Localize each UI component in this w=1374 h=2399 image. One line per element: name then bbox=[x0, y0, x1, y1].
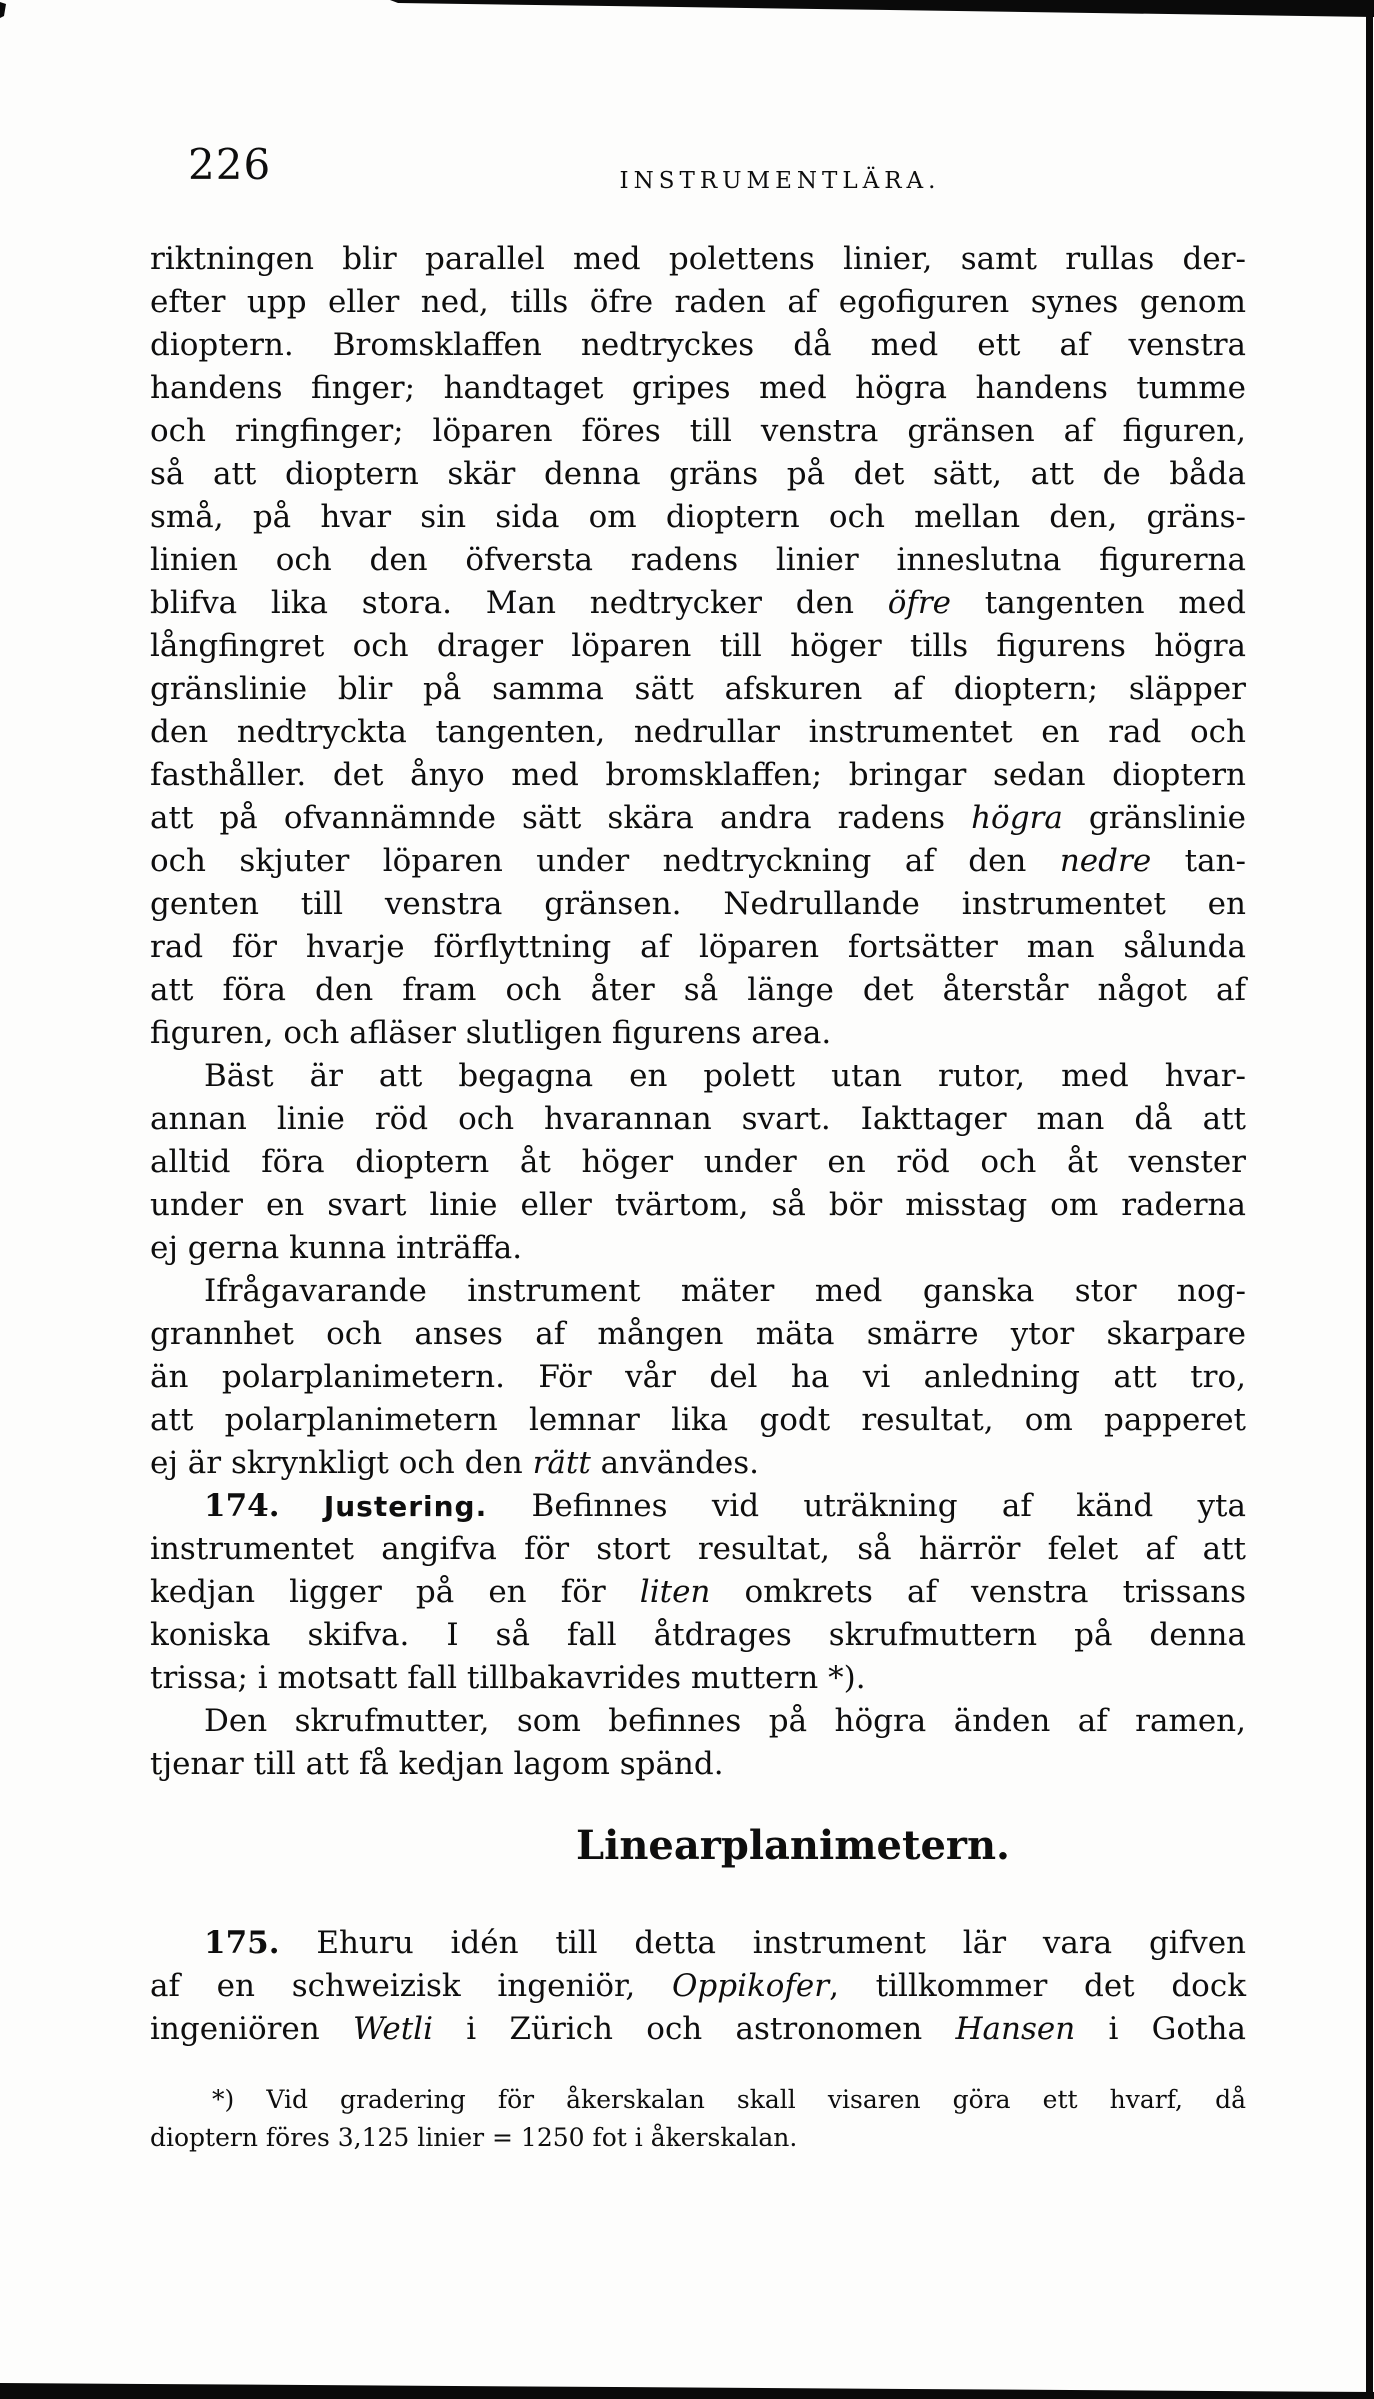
text: att polarplanimetern lemnar lika godt resultat, om papperet bbox=[150, 1402, 1246, 1438]
italic-text: Oppikofer bbox=[671, 1968, 830, 2004]
text: genten till venstra gränsen. Nedrullande instrumentet en bbox=[150, 886, 1246, 922]
text: af en schweizisk ingeniör, bbox=[150, 1968, 672, 2004]
text-line bbox=[150, 1485, 1246, 1528]
text-line bbox=[150, 281, 1246, 324]
text: än polarplanimetern. För vår del ha vi anledning att tro, bbox=[150, 1359, 1246, 1395]
text: i Gotha bbox=[1075, 2011, 1246, 2047]
text: Den skrufmutter, som befinnes på högra änden af ramen, bbox=[204, 1703, 1246, 1739]
text: figuren, och afläser slutligen figurens area. bbox=[150, 1015, 832, 1051]
text-line bbox=[150, 1965, 1246, 2008]
text: dioptern föres 3,125 linier = 1250 fot i åkerskalan. bbox=[150, 2123, 798, 2152]
text-line bbox=[150, 1184, 1246, 1227]
page-text bbox=[150, 238, 1246, 2157]
text-line bbox=[150, 883, 1246, 926]
running-head: INSTRUMENTLÄRA. bbox=[619, 168, 941, 194]
text: den nedtryckta tangenten, nedrullar instrumentet en rad och bbox=[150, 714, 1246, 750]
text: gränslinie blir på samma sätt afskuren af dioptern; släpper bbox=[150, 671, 1246, 707]
text: kedjan ligger på en för bbox=[150, 1574, 640, 1610]
italic-text: Hansen bbox=[955, 2011, 1076, 2047]
text-line bbox=[150, 582, 1246, 625]
text-line bbox=[150, 1098, 1246, 1141]
paragraph bbox=[150, 1270, 1246, 1485]
text-line bbox=[150, 1700, 1246, 1743]
text-line bbox=[150, 1571, 1246, 1614]
text-line bbox=[150, 1055, 1246, 1098]
text: tangenten med bbox=[951, 585, 1246, 621]
text-line bbox=[150, 1227, 1246, 1270]
text: grannhet och anses af mången mäta smärre ytor skarpare bbox=[150, 1316, 1246, 1352]
text-line bbox=[150, 1141, 1246, 1184]
text-line bbox=[150, 238, 1246, 281]
text-line bbox=[150, 1356, 1246, 1399]
text: Bäst är att begagna en polett utan rutor, med hvar- bbox=[204, 1058, 1246, 1094]
scan-top-edge bbox=[390, 0, 1374, 17]
text-line bbox=[150, 711, 1246, 754]
italic-text: liten bbox=[639, 1574, 711, 1610]
text: linien och den öfversta radens linier inneslutna figurerna bbox=[150, 542, 1246, 578]
text: tjenar till att få kedjan lagom spänd. bbox=[150, 1746, 724, 1782]
text: rad för hvarje förflyttning af löparen fortsätter man sålunda bbox=[150, 929, 1246, 965]
text-line bbox=[150, 1614, 1246, 1657]
italic-text: högra bbox=[971, 800, 1063, 836]
text: små, på hvar sin sida om dioptern och mellan den, gräns- bbox=[150, 499, 1246, 535]
text-line bbox=[150, 1399, 1246, 1442]
text: och ringfinger; löparen föres till venstra gränsen af figuren, bbox=[150, 413, 1246, 449]
text-line bbox=[150, 410, 1246, 453]
text: användes. bbox=[590, 1445, 760, 1481]
text-line bbox=[150, 496, 1246, 539]
text: blifva lika stora. Man nedtrycker den bbox=[150, 585, 888, 621]
text-line bbox=[150, 1657, 1246, 1700]
text-line bbox=[150, 1313, 1246, 1356]
text: tan- bbox=[1151, 843, 1246, 879]
text: riktningen blir parallel med polettens linier, samt rullas der- bbox=[150, 241, 1246, 277]
text: koniska skifva. I så fall åtdrages skrufmuttern på denna bbox=[150, 1617, 1246, 1653]
text-line bbox=[150, 539, 1246, 582]
text-line bbox=[150, 625, 1246, 668]
text-line bbox=[150, 1922, 1246, 1965]
text: långfingret och drager löparen till höger tills figurens högra bbox=[150, 628, 1246, 664]
text: efter upp eller ned, tills öfre raden af egofiguren synes genom bbox=[150, 284, 1246, 320]
bold-text: 175. bbox=[204, 1925, 280, 1961]
paragraph bbox=[150, 1055, 1246, 1270]
text: omkrets af venstra trissans bbox=[710, 1574, 1246, 1610]
text-line bbox=[150, 2119, 1246, 2157]
text: att på ofvannämnde sätt skära andra radens bbox=[150, 800, 972, 836]
text: fasthåller. det ånyo med bromsklaffen; bringar sedan dioptern bbox=[150, 757, 1246, 793]
text: handens finger; handtaget gripes med högra handens tumme bbox=[150, 370, 1246, 406]
paragraph bbox=[150, 1922, 1246, 2051]
text: att föra den fram och åter så länge det återstår något af bbox=[150, 972, 1246, 1008]
text-line bbox=[150, 2008, 1246, 2051]
paragraph bbox=[150, 1485, 1246, 1700]
text-line bbox=[150, 969, 1246, 1012]
text: Befinnes vid uträkning af känd yta bbox=[487, 1488, 1246, 1524]
text-line bbox=[150, 1270, 1246, 1313]
text: Ifrågavarande instrument mäter med ganska stor nog- bbox=[204, 1273, 1246, 1309]
bold-text: 174. bbox=[204, 1488, 280, 1524]
text-line bbox=[150, 1442, 1246, 1485]
text-line bbox=[150, 840, 1246, 883]
text-line bbox=[150, 1012, 1246, 1055]
scan-left-speck bbox=[0, 2, 6, 18]
italic-text: rätt bbox=[532, 1445, 591, 1481]
text-line bbox=[150, 668, 1246, 711]
text: ej gerna kunna inträffa. bbox=[150, 1230, 523, 1266]
text: gränslinie bbox=[1062, 800, 1246, 836]
section-heading: Linearplanimetern. bbox=[576, 1822, 1010, 1869]
text: ingeniören bbox=[150, 2011, 354, 2047]
text-line bbox=[150, 367, 1246, 410]
text bbox=[280, 1488, 324, 1524]
scan-bottom-edge bbox=[0, 2383, 1374, 2399]
text: Ehuru idén till detta instrument lär vara gifven bbox=[279, 1925, 1246, 1961]
text: under en svart linie eller tvärtom, så bör misstag om raderna bbox=[150, 1187, 1246, 1223]
italic-text: öfre bbox=[887, 585, 952, 621]
scan-right-edge bbox=[1366, 12, 1373, 2399]
text: annan linie röd och hvarannan svart. Iakttager man då att bbox=[150, 1101, 1246, 1137]
footnote bbox=[150, 2081, 1246, 2157]
text-line bbox=[150, 1743, 1246, 1786]
text: *) Vid gradering för åkerskalan skall visaren göra ett hvarf, då bbox=[212, 2085, 1246, 2114]
text: alltid föra dioptern åt höger under en röd och åt venster bbox=[150, 1144, 1246, 1180]
bold-text: Justering. bbox=[323, 1490, 488, 1523]
text-line bbox=[150, 453, 1246, 496]
text: dioptern. Bromsklaffen nedtryckes då med ett af venstra bbox=[150, 327, 1246, 363]
text-line bbox=[150, 797, 1246, 840]
text: i Zürich och astronomen bbox=[432, 2011, 956, 2047]
italic-text: Wetli bbox=[353, 2011, 433, 2047]
text-line bbox=[150, 1528, 1246, 1571]
text: ej är skrynkligt och den bbox=[150, 1445, 533, 1481]
paragraph bbox=[150, 1700, 1246, 1786]
paragraph bbox=[150, 238, 1246, 1055]
text: trissa; i motsatt fall tillbakavrides muttern *). bbox=[150, 1660, 866, 1696]
text: instrumentet angifva för stort resultat, så härrör felet af att bbox=[150, 1531, 1246, 1567]
text: så att dioptern skär denna gräns på det sätt, att de båda bbox=[150, 456, 1246, 492]
text: och skjuter löparen under nedtryckning af den bbox=[150, 843, 1060, 879]
text-line bbox=[150, 754, 1246, 797]
italic-text: nedre bbox=[1059, 843, 1152, 879]
text-line bbox=[150, 926, 1246, 969]
text: , tillkommer det dock bbox=[829, 1968, 1246, 2004]
text-line bbox=[150, 2081, 1246, 2119]
text-line bbox=[150, 324, 1246, 367]
page-number: 226 bbox=[188, 140, 272, 189]
